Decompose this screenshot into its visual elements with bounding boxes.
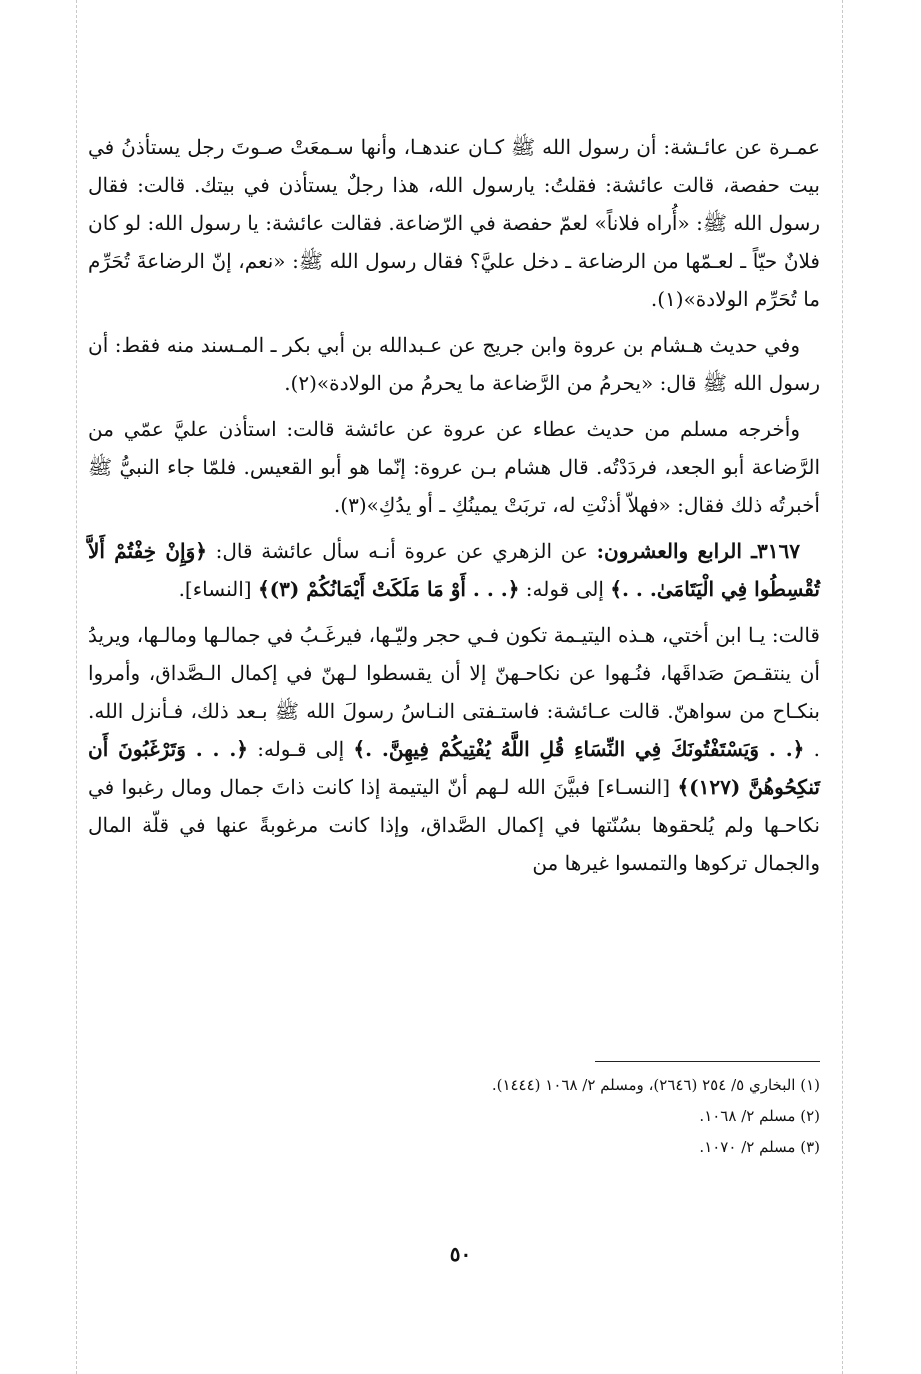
quran-verse: ﴿وَإِنْ خِفْتُمْ أَلاَّ تُقْسِطُوا فِي الْيَتَامَىٰ. . .﴾ [88,539,820,601]
paragraph-2: وفي حديث هـشام بن عروة وابن جريج عن عـبدالله بن أبي بكر ـ المـسند منه فقط: أن رسول الله ﷺ قال: «يحرمُ من الرَّضاعة ما يحرمُ من الولادة»(٢). [88,333,820,395]
page-edge-right [842,0,843,1374]
hadith-intro: عن الزهري عن عروة أنـه سأل عائشة قال: [206,539,597,563]
paragraph-4 [88,532,820,608]
footnote-2: (٢) مسلم ٢/ ١٠٦٨. [699,1107,820,1125]
footnote-separator [595,1061,820,1062]
hadith-heading: ـ الرابع والعشرون: [596,539,758,563]
page-number: ٥٠ [449,1242,472,1266]
paragraph-1: عمـرة عن عائـشة: أن رسول الله ﷺ كـان عندهـا، وأنها سـمعَتْ صـوتَ رجل يستأذنُ في بيت حفصة، قالت عائشة: فقلتُ: يارسول الله، هذا رجلٌ يستأذن في بيتك. قالت: فقال رسول الله ﷺ: «أُراه فلاناً» لعمّ حفصة في الرّضاعة. فقالت عائشة: يا رسول الله: لو كان فلانٌ حيّاً ـ لعـمّها من الرضاعة ـ دخل عليَّ؟ فقال رسول الله ﷺ: «نعم، إنّ الرضاعةَ تُحَرِّم ما تُحَرِّم الولادة»(١). [88,135,820,311]
paragraph-3: وأخرجه مسلم من حديث عطاء عن عروة عن عائشة قالت: استأذن عليَّ عمّي من الرَّضاعة أبو الجعد، فردَدْتُه. قال هشام بـن عروة: إنّما هو أبو القعيس. فلمّا جاء النبيُّ ﷺ أخبرتُه ذلك فقال: «فهلاّ أذنْتِ له، تربَتْ يمينُكِ ـ أو يدُكِ»(٣). [88,417,820,517]
quran-verse: ﴿. . . وَتَرْغَبُونَ أَن تَنكِحُوهُنَّ (١٢٧)﴾ [88,737,821,799]
main-text [88,128,820,890]
quran-verse: ﴿. . . أَوْ مَا مَلَكَتْ أَيْمَانُكُمْ (٣)﴾ [257,577,520,601]
text-span: [النسـاء] فبيَّنَ الله لـهم أنّ اليتيمة إذا كانت ذاتَ جمال ومال رغبوا في نكاحـها ولم يُلحقوها بسُنّتها في إكمال الصَّداق، وإذا كانت مرغوبةً عنها في قلّة المال والجمال تركوها والتمسوا غيرها من [88,775,820,875]
footnotes [88,1070,820,1163]
page-edge-left [76,0,77,1374]
hadith-number: ٣١٦٧ [757,539,801,563]
text-span: إلى قـوله: [248,737,354,761]
text-span: قالت: يـا ابن أختي، هـذه اليتيـمة تكون فـي حجر وليّـها، فيرغَـبُ في جمالـها ومالـها، ويريدُ أن ينتقـصَ صَداقَها، فنُـهوا عن نكاحـهنّ إلا أن يقسطوا لـهنّ في إكمال الـصَّداق، وأمروا بنكـاح من سواهنّ. قالت عـائشة: فاستـفتى النـاسُ رسولَ الله ﷺ بـعد ذلك، فـأنزل الله. . [88,623,821,761]
paragraph-5 [88,616,820,882]
text-span: إلى قوله: [519,577,611,601]
footnote-1: (١) البخاري ٥/ ٢٥٤ (٢٦٤٦)، ومسلم ٢/ ١٠٦٨ (١٤٤٤). [491,1076,820,1094]
quran-verse: ﴿. . وَيَسْتَفْتُونَكَ فِي النِّسَاءِ قُلِ اللَّهُ يُفْتِيكُمْ فِيهِنَّ. .﴾ [353,737,805,761]
footnote-3: (٣) مسلم ٢/ ١٠٧٠. [699,1138,820,1156]
surah-reference: [النساء]. [178,577,258,601]
